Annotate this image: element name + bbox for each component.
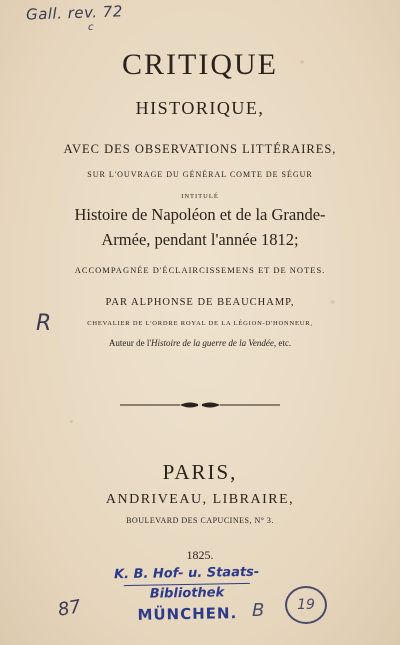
imprint-address: BOULEVARD DES CAPUCINES, N° 3.	[126, 516, 274, 525]
book-title-line-1: Histoire de Napoléon et de la Grande-	[74, 205, 326, 224]
ornamental-rule	[120, 398, 280, 412]
author-works-title: Histoire de la guerre de la Vendée	[151, 338, 274, 348]
library-stamp	[111, 563, 265, 626]
imprint-publisher: ANDRIVEAU, LIBRAIRE,	[105, 492, 295, 507]
accompagnee-line: ACCOMPAGNÉE D'ÉCLAIRCISSEMENS ET DE NOTES.	[74, 265, 326, 275]
page-title: CRITIQUE	[122, 48, 278, 81]
imprint-city: PARIS,	[162, 460, 238, 484]
handwritten-shelfmark: Gall. rev. 72	[25, 2, 124, 24]
handwritten-mark-c: c	[88, 22, 94, 33]
stamp-line-2: Bibliothek	[149, 585, 225, 602]
author-works-suffix: , etc.	[273, 338, 292, 348]
foxing-spot	[70, 420, 73, 423]
handwritten-mark-b: B	[252, 600, 265, 621]
ouvrage-line: SUR L'OUVRAGE DU GÉNÉRAL COMTE DE SÉGUR	[87, 170, 313, 179]
observations-line: AVEC DES OBSERVATIONS LITTÉRAIRES,	[63, 142, 337, 156]
handwritten-mark-87: 87	[56, 596, 83, 621]
author-title: CHEVALIER DE L'ORDRE ROYAL DE LA LÉGION-D'HONNEUR,	[87, 320, 313, 327]
author-works	[0, 338, 400, 348]
page-subtitle: HISTORIQUE,	[135, 98, 265, 118]
intitule-line: INTITULÉ	[181, 193, 219, 200]
author-name: PAR ALPHONSE DE BEAUCHAMP,	[105, 297, 295, 308]
handwritten-circled-19: 19	[285, 586, 327, 624]
handwritten-mark-r: R	[36, 311, 52, 336]
stamp-line-3: MÜNCHEN.	[137, 604, 238, 624]
imprint-year: 1825.	[186, 548, 214, 562]
book-title-line-2: Armée, pendant l'année 1812;	[101, 230, 299, 249]
author-works-prefix: Auteur de l'	[108, 338, 152, 348]
stamp-line-1: K. B. Hof- u. Staats-	[113, 564, 260, 583]
